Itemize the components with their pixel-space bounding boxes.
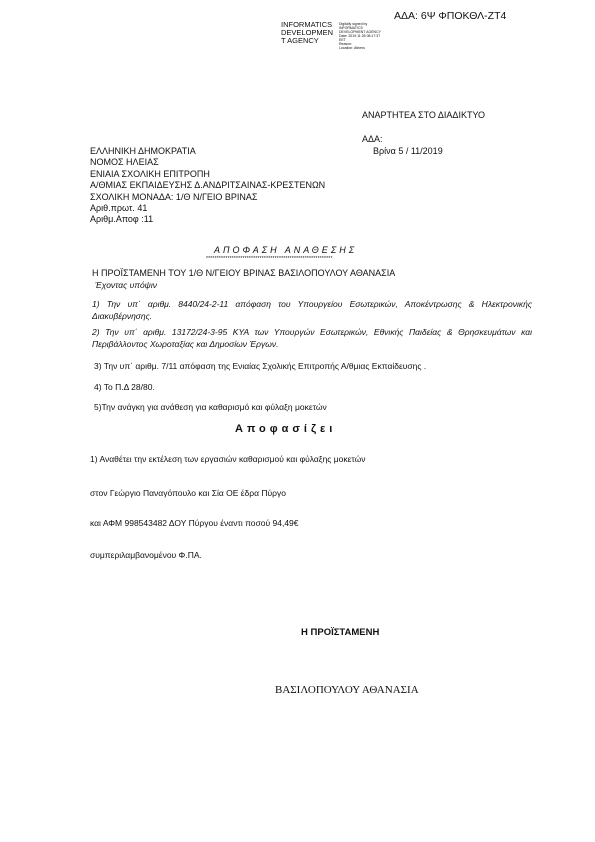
posted-online-label: ΑΝΑΡΤΗΤΕΑ ΣΤΟ ΔΙΑΔΙΚΤΥΟ [362, 110, 485, 120]
signature-detail-line: Digitally signed by [339, 22, 368, 26]
title-underline: *********************************************************** [206, 256, 333, 262]
decision-number: Αριθμ.Αποφ :11 [90, 214, 154, 225]
issuer-school: ΣΧΟΛΙΚΗ ΜΟΝΑΔΑ: 1/Θ Ν/ΓΕΙΟ ΒΡΙΝΑΣ [90, 191, 258, 202]
agency-line: DEVELOPMEN [281, 28, 334, 37]
consideration-2: 2) Την υπ΄ αριθμ. 13172/24-3-95 ΚΥΑ των Υπουργών Εσωτερικών, Εθνικής Παιδείας & Θρησκευμάτων και Περιβάλλοντος Χωροταξίας και Δημοσίων Έργων. [92, 327, 532, 349]
document-title: ΑΠΟΦΑΣΗ ΑΝΑΘΕΣΗΣ [214, 245, 358, 255]
digital-signature-details [339, 22, 381, 50]
issuer-education-level: Α/ΘΜΙΑΣ ΕΚΠΑΙΔΕΥΣΗΣ Δ.ΑΝΔΡΙΤΣΑΙΝΑΣ-ΚΡΕΣΤΕΝΩΝ [90, 180, 326, 191]
consideration-1: 1) Την υπ΄ αριθμ. 8440/24-2-11 απόφαση του Υπουργείου Εσωτερικών, Αποκέντρωσης & Ηλεκτρονικής Διακυβέρνησης. [92, 299, 532, 321]
tax-amount-line: και ΑΦΜ 998543482 ΔΟΥ Πύργου έναντι ποσού 94,49€ [90, 518, 299, 528]
signature-detail-line: Location: Athens [339, 46, 365, 50]
protocol-number: Αριθ.πρωτ. 41 [90, 203, 148, 214]
consideration-4: 4) Το Π.Δ 28/80. [94, 382, 155, 392]
agency-name [281, 21, 333, 45]
signature-detail-line: Reason: [339, 42, 353, 46]
signature-detail-line: Date: 2019.11.05 08:17:37 [339, 34, 381, 38]
signature-detail-line: DEVELOPMENT AGENCY [339, 30, 381, 34]
ada-label: ΑΔΑ: [362, 134, 383, 144]
agency-line: T AGENCY [281, 36, 319, 45]
place-date: Βρίνα 5 / 11/2019 [373, 146, 443, 156]
issuer-prefecture: ΝΟΜΟΣ ΗΛΕΙΑΣ [90, 157, 159, 168]
ada-header: ΑΔΑ: 6Ψ ΦΠΟΚΘΛ-ΖΤ4 [394, 10, 507, 22]
signatory-role: Η ΠΡΟΪΣΤΑΜΕΝΗ [301, 627, 380, 638]
authority-line: Η ΠΡΟΪΣΤΑΜΕΝΗ ΤΟΥ 1/Θ Ν/ΓΕΙΟΥ ΒΡΙΝΑΣ ΒΑΣΙΛΟΠΟΥΛΟΥ ΑΘΑΝΑΣΙΑ [92, 268, 396, 278]
decision-line: 1) Αναθέτει την εκτέλεση των εργασιών καθαρισμού και φύλαξης μοκετών [90, 454, 366, 464]
signatory-name: ΒΑΣΙΛΟΠΟΥΛΟΥ ΑΘΑΝΑΣΙΑ [275, 684, 419, 696]
decides-heading: Αποφασίζει [235, 423, 337, 435]
issuer-block [90, 146, 325, 226]
consideration-5: 5)Την ανάγκη για ανάθεση για καθαρισμό και φύλαξη μοκετών [94, 402, 327, 412]
vat-included-line: συμπεριλαμβανομένου Φ.ΠΑ. [90, 550, 202, 560]
issuer-committee: ΕΝΙΑΙΑ ΣΧΟΛΙΚΗ ΕΠΙΤΡΟΠΗ [90, 168, 210, 179]
contractor-line: στον Γεώργιο Παναγόπουλο και Σία ΟΕ έδρα Πύργο [90, 488, 286, 498]
signature-detail-line: INFORMATICS [339, 26, 363, 30]
consideration-3: 3) Την υπ΄ αριθμ. 7/11 απόφαση της Ενιαίας Σχολικής Επιτροπής Α/θμιας Εκπαίδευσης . [94, 361, 427, 371]
having-regard-line: Έχοντας υπόψιν [95, 280, 157, 290]
agency-line: INFORMATICS [281, 20, 333, 29]
issuer-country: ΕΛΛΗΝΙΚΗ ΔΗΜΟΚΡΑΤΙΑ [90, 146, 196, 156]
signature-detail-line: EET [339, 38, 346, 42]
